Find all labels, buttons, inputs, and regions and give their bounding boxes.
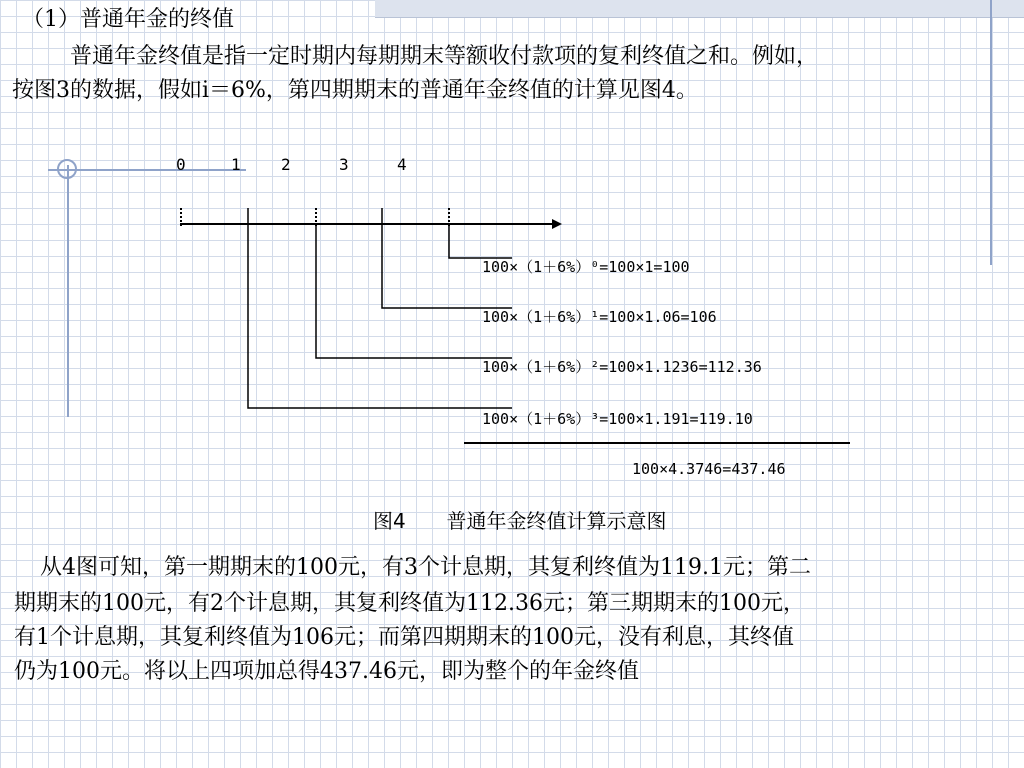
formula-period-3: 100×（1＋6%）¹=100×1.06=106 — [482, 308, 717, 326]
paragraph1-line2: 按图3的数据，假如i＝6%，第四期期末的普通年金终值的计算见图4。 — [12, 78, 698, 103]
section-heading: （1）普通年金的终值 — [22, 7, 234, 32]
axis-label-0: 0 — [176, 155, 186, 174]
paragraph2-line2: 期期末的100元，有2个计息期，其复利终值为112.36元；第三期期末的100元， — [14, 591, 805, 616]
connector-period-2 — [316, 224, 512, 358]
caption-number: 图4 — [373, 509, 406, 533]
total-formula: 100×4.3746=437.46 — [632, 460, 786, 478]
paragraph2-line1: 从4图可知，第一期期末的100元，有3个计息期，其复利终值为119.1元；第二 — [40, 555, 811, 580]
paragraph2-line3: 有1个计息期，其复利终值为106元；而第四期期末的100元，没有利息，其终值 — [14, 625, 794, 650]
formula-period-2: 100×（1＋6%）²=100×1.1236=112.36 — [482, 358, 762, 376]
axis-arrow — [552, 219, 562, 229]
paragraph2-line4: 仍为100元。将以上四项加总得437.46元，即为整个的年金终值 — [14, 659, 639, 684]
formula-period-4: 100×（1＋6%）⁰=100×1=100 — [482, 258, 690, 276]
paragraph1-line1: 普通年金终值是指一定时期内每期期末等额收付款项的复利终值之和。例如， — [70, 44, 819, 69]
connector-period-4 — [449, 224, 512, 258]
caption-title: 普通年金终值计算示意图 — [446, 509, 667, 533]
formula-period-1: 100×（1＋6%）³=100×1.191=119.10 — [482, 410, 753, 428]
axis-label-3: 3 — [339, 155, 349, 174]
figure-caption — [373, 505, 666, 534]
axis-label-2: 2 — [281, 155, 291, 174]
axis-label-4: 4 — [397, 155, 407, 174]
axis-label-1: 1 — [231, 155, 241, 174]
